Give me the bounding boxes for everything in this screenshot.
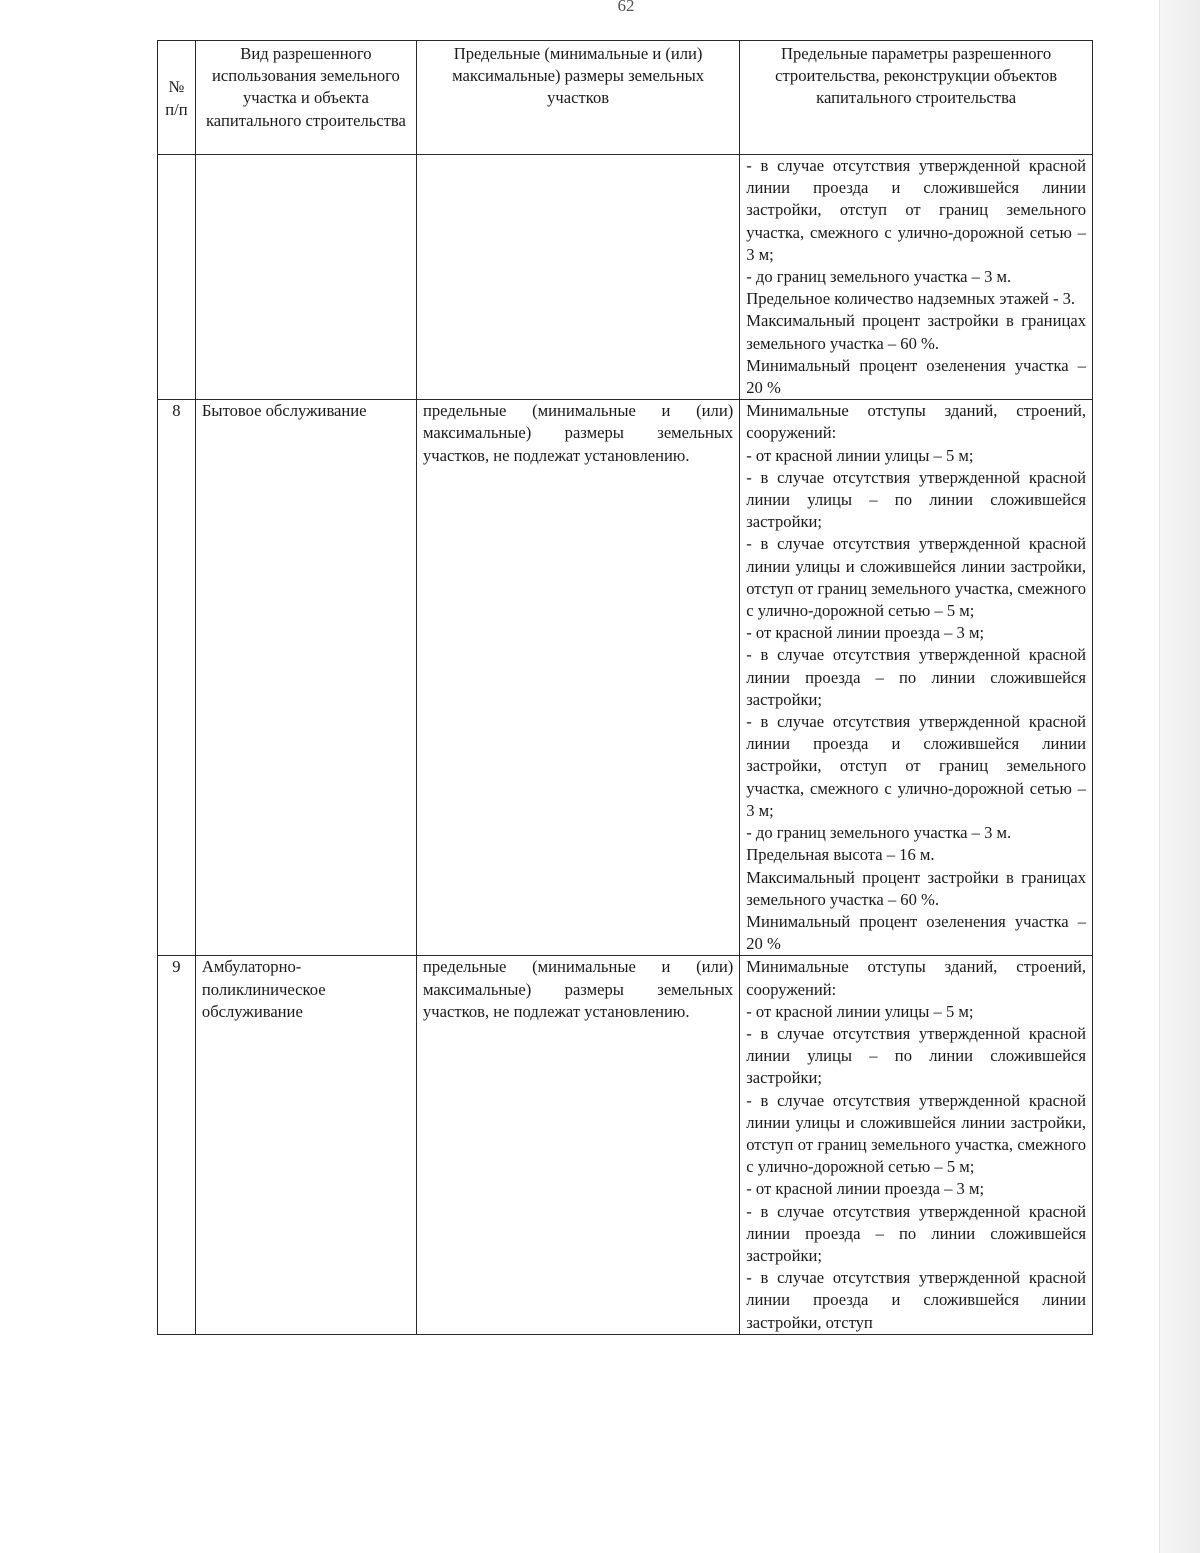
param-line: - в случае отсутствия утвержденной красной линии проезда и сложившейся линии застройки, отступ от границ земельного участка, смежного с улично-дорожной сетью – 3 м;	[746, 156, 1086, 264]
table-body	[158, 155, 1093, 1335]
row-plot-sizes: предельные (минимальные и (или) максимальные) размеры земельных участков, не подлежат установлению.	[417, 400, 740, 956]
param-line: - до границ земельного участка – 3 м.	[746, 267, 1012, 287]
row-number: 8	[158, 400, 196, 956]
scan-page-edge	[1159, 0, 1200, 1553]
row-number	[158, 155, 196, 400]
table-row	[158, 956, 1093, 1334]
param-line: - в случае отсутствия утвержденной красной линии проезда и сложившейся линии застройки, отступ от границ земельного участка, смежного с улично-дорожной сетью – 3 м;	[746, 712, 1086, 820]
page-number: 62	[617, 0, 635, 14]
param-line: - в случае отсутствия утвержденной красной линии улицы – по линии сложившейся застройки;	[746, 1023, 1086, 1088]
param-line: Минимальные отступы зданий, строений, сооружений:	[746, 957, 1086, 999]
row-build-params	[740, 400, 1093, 956]
param-line: - от красной линии проезда – 3 м;	[746, 1179, 985, 1199]
param-line: - в случае отсутствия утвержденной красной линии улицы и сложившейся линии застройки, отступ от границ земельного участка, смежного с улично-дорожной сетью – 5 м;	[746, 1090, 1086, 1177]
param-line: - в случае отсутствия утвержденной красной линии улицы и сложившейся линии застройки, отступ от границ земельного участка, смежного с улично-дорожной сетью – 5 м;	[746, 534, 1086, 621]
header-num: № п/п	[158, 41, 196, 155]
header-sizes: Предельные (минимальные и (или) максимальные) размеры земельных участков	[417, 41, 740, 155]
param-line: - в случае отсутствия утвержденной красной линии проезда и сложившейся линии застройки, отступ	[746, 1268, 1086, 1332]
row-plot-sizes: предельные (минимальные и (или) максимальные) размеры земельных участков, не подлежат установлению.	[417, 956, 740, 1334]
param-line: - от красной линии улицы – 5 м;	[746, 445, 974, 465]
param-line: Максимальный процент застройки в границах земельного участка – 60 %.	[746, 311, 1086, 353]
table-row	[158, 155, 1093, 400]
param-line: Минимальный процент озеленения участка – 20 %	[746, 911, 1086, 954]
param-line: - от красной линии улицы – 5 м;	[746, 1001, 974, 1021]
row-use-type: Бытовое обслуживание	[195, 400, 416, 956]
header-params: Предельные параметры разрешенного строительства, реконструкции объектов капитального строительства	[740, 41, 1093, 155]
param-line: Предельное количество надземных этажей - 3.	[746, 289, 1076, 309]
param-line: Минимальные отступы зданий, строений, сооружений:	[746, 401, 1086, 443]
row-plot-sizes	[417, 155, 740, 400]
row-build-params	[740, 155, 1093, 400]
param-line: - в случае отсутствия утвержденной красной линии проезда – по линии сложившейся застройки;	[746, 1201, 1086, 1265]
table-row	[158, 400, 1093, 956]
param-line: - в случае отсутствия утвержденной красной линии проезда – по линии сложившейся застройки;	[746, 645, 1086, 709]
table-header	[158, 41, 1093, 155]
row-use-type	[195, 155, 416, 400]
row-build-params	[740, 956, 1093, 1334]
param-line: Минимальный процент озеленения участка – 20 %	[746, 355, 1086, 398]
param-line: - от красной линии проезда – 3 м;	[746, 623, 985, 643]
row-use-type: Амбулаторно-поликлиническое обслуживание	[195, 956, 416, 1334]
row-number: 9	[158, 956, 196, 1334]
param-line: Максимальный процент застройки в границах земельного участка – 60 %.	[746, 867, 1086, 909]
param-line: Предельная высота – 16 м.	[746, 845, 935, 865]
header-use: Вид разрешенного использования земельного участка и объекта капитального строительства	[195, 41, 416, 155]
param-line: - до границ земельного участка – 3 м.	[746, 823, 1012, 843]
param-line: - в случае отсутствия утвержденной красной линии улицы – по линии сложившейся застройки;	[746, 467, 1086, 532]
regulations-table	[157, 40, 1093, 1335]
